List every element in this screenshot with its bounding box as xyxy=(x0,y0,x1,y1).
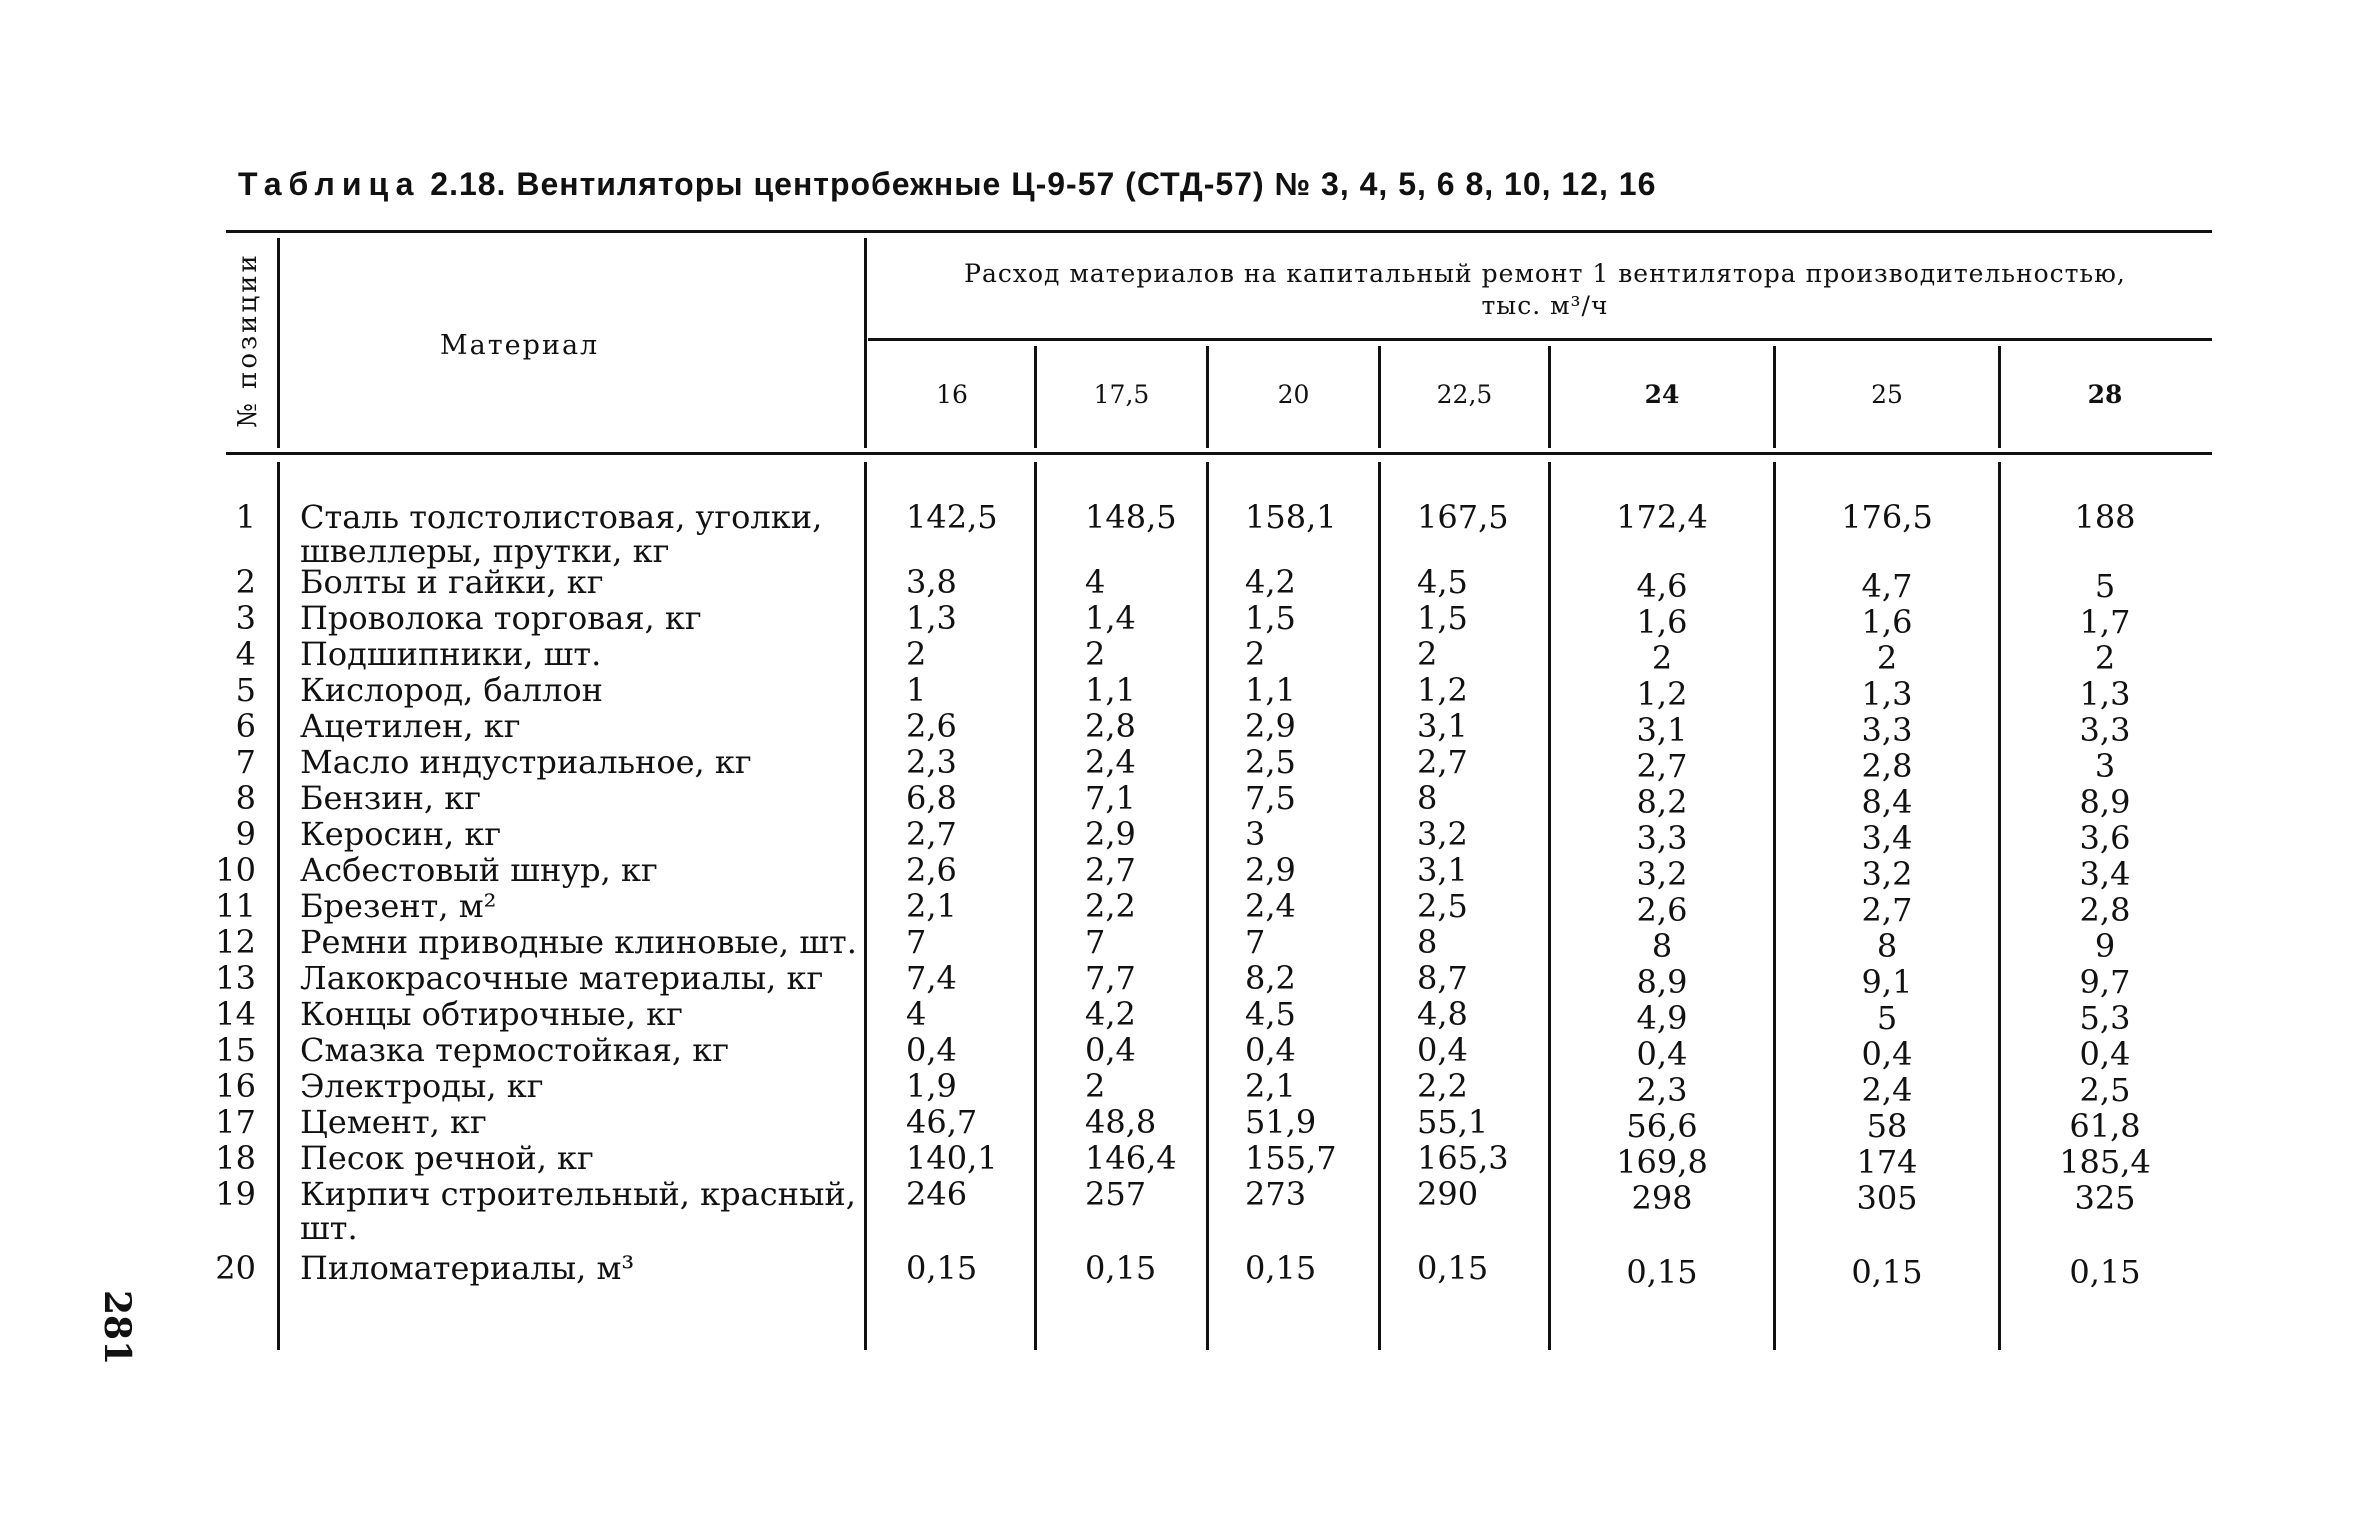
row-number: 6 xyxy=(235,707,256,745)
row-number: 19 xyxy=(215,1175,256,1213)
table-cell: 2,7 xyxy=(1085,851,1136,889)
table-cell: 7 xyxy=(1245,923,1266,961)
row-material: Ремни приводные клиновые, шт. xyxy=(300,923,857,961)
table-cell: 1,6 xyxy=(1861,603,1913,641)
table-cell: 8 xyxy=(1417,779,1438,817)
table-cell: 2,3 xyxy=(1636,1071,1688,1109)
row-number: 16 xyxy=(215,1067,256,1105)
row-material-continued: шт. xyxy=(300,1209,358,1247)
table-cell: 3 xyxy=(2094,747,2116,785)
table-cell: 8,9 xyxy=(2079,783,2131,821)
table-cell: 7,4 xyxy=(906,959,957,997)
table-cell: 2,9 xyxy=(1245,851,1296,889)
table-cell: 0,15 xyxy=(1626,1253,1698,1291)
table-cell: 3 xyxy=(1245,815,1266,853)
table-cell: 290 xyxy=(1417,1175,1479,1213)
body-divider-1 xyxy=(1034,462,1037,1350)
table-cell: 1,3 xyxy=(906,599,957,637)
table-cell: 1,4 xyxy=(1085,599,1136,637)
table-cell: 140,1 xyxy=(906,1139,998,1177)
table-cell: 172,4 xyxy=(1616,498,1708,536)
row-number: 18 xyxy=(215,1139,256,1177)
table-cell: 2,7 xyxy=(1636,747,1688,785)
table-cell: 1,1 xyxy=(1085,671,1136,709)
table-cell: 3,6 xyxy=(2079,819,2131,857)
table-cell: 1,7 xyxy=(2079,603,2131,641)
table-cell: 9,7 xyxy=(2079,963,2131,1001)
table-cell: 2,9 xyxy=(1085,815,1136,853)
table-cell: 0,4 xyxy=(2079,1035,2131,1073)
table-cell: 5,3 xyxy=(2079,999,2131,1037)
row-material: Проволока торговая, кг xyxy=(300,599,702,637)
position-header-label: № позиции xyxy=(233,252,263,428)
row-material: Масло индустриальное, кг xyxy=(300,743,752,781)
table-cell: 8,7 xyxy=(1417,959,1468,997)
table-title-text: 2.18. Вентиляторы центробежные Ц-9-57 (СТД-57) № 3, 4, 5, 6 8, 10, 12, 16 xyxy=(430,166,1657,202)
header-bottom-rule xyxy=(226,452,2212,455)
table-cell: 2,4 xyxy=(1085,743,1136,781)
row-number: 7 xyxy=(235,743,256,781)
row-number: 9 xyxy=(235,815,256,853)
table-cell: 46,7 xyxy=(906,1103,978,1141)
table-cell: 61,8 xyxy=(2069,1107,2141,1145)
table-cell: 51,9 xyxy=(1245,1103,1317,1141)
row-material: Песок речной, кг xyxy=(300,1139,594,1177)
table-cell: 1,2 xyxy=(1636,675,1688,713)
table-cell: 2,1 xyxy=(1245,1067,1296,1105)
table-cell: 2,5 xyxy=(1417,887,1468,925)
table-cell: 7,1 xyxy=(1085,779,1136,817)
table-cell: 2,4 xyxy=(1861,1071,1913,1109)
table-cell: 0,15 xyxy=(1417,1249,1489,1287)
table-cell: 2,3 xyxy=(906,743,957,781)
table-cell: 0,4 xyxy=(1085,1031,1136,1069)
table-cell: 305 xyxy=(1856,1179,1918,1217)
col-header-16: 16 xyxy=(936,380,968,409)
table-cell: 298 xyxy=(1631,1179,1693,1217)
col-divider-material xyxy=(864,238,867,448)
row-number: 14 xyxy=(215,995,256,1033)
consumption-group-header xyxy=(880,258,2210,322)
row-material: Кислород, баллон xyxy=(300,671,603,709)
table-cell: 0,15 xyxy=(906,1249,978,1287)
table-cell: 1,5 xyxy=(1417,599,1468,637)
row-number: 1 xyxy=(235,498,256,536)
table-cell: 273 xyxy=(1245,1175,1307,1213)
row-number: 15 xyxy=(215,1031,256,1069)
table-cell: 155,7 xyxy=(1245,1139,1337,1177)
table-cell: 7 xyxy=(906,923,927,961)
table-cell: 2,2 xyxy=(1417,1067,1468,1105)
col-divider-position xyxy=(277,238,280,448)
row-number: 4 xyxy=(235,635,256,673)
table-cell: 2,8 xyxy=(1085,707,1136,745)
group-header-line1: Расход материалов на капитальный ремонт 1 вентилятора производительностью, xyxy=(964,259,2126,288)
row-material: Бензин, кг xyxy=(300,779,481,817)
table-cell: 4,5 xyxy=(1245,995,1296,1033)
table-cell: 2,6 xyxy=(906,707,957,745)
table-cell: 3,1 xyxy=(1636,711,1688,749)
table-cell: 1,2 xyxy=(1417,671,1468,709)
body-divider-material xyxy=(864,462,867,1350)
table-cell: 185,4 xyxy=(2059,1143,2151,1181)
table-cell: 142,5 xyxy=(906,498,998,536)
table-cell: 4,2 xyxy=(1245,563,1296,601)
row-number: 12 xyxy=(215,923,256,961)
table-title xyxy=(238,166,1656,203)
row-material: Подшипники, шт. xyxy=(300,635,602,673)
table-cell: 2 xyxy=(1417,635,1438,673)
row-material-continued: швеллеры, прутки, кг xyxy=(300,532,670,570)
table-cell: 4,9 xyxy=(1636,999,1688,1037)
row-material: Кирпич строительный, красный, xyxy=(300,1175,856,1213)
table-cell: 8 xyxy=(1876,927,1898,965)
table-cell: 2 xyxy=(1651,639,1673,677)
row-material: Ацетилен, кг xyxy=(300,707,521,745)
material-column-header: Материал xyxy=(440,330,600,361)
row-number: 17 xyxy=(215,1103,256,1141)
table-cell: 0,4 xyxy=(1417,1031,1468,1069)
table-cell: 4,5 xyxy=(1417,563,1468,601)
table-cell: 3,1 xyxy=(1417,707,1468,745)
table-cell: 0,15 xyxy=(1085,1249,1157,1287)
table-cell: 246 xyxy=(906,1175,968,1213)
table-cell: 0,4 xyxy=(1636,1035,1688,1073)
table-cell: 0,4 xyxy=(906,1031,957,1069)
table-cell: 2,6 xyxy=(906,851,957,889)
table-cell: 8,2 xyxy=(1636,783,1688,821)
table-cell: 2,6 xyxy=(1636,891,1688,929)
table-cell: 148,5 xyxy=(1085,498,1177,536)
table-cell: 4 xyxy=(906,995,927,1033)
table-cell: 3,3 xyxy=(1861,711,1913,749)
table-cell: 1,3 xyxy=(2079,675,2131,713)
col-header-22-5: 22,5 xyxy=(1436,380,1493,409)
row-material: Смазка термостойкая, кг xyxy=(300,1031,730,1069)
table-cell: 0,15 xyxy=(2069,1253,2141,1291)
table-cell: 2,5 xyxy=(2079,1071,2131,1109)
table-cell: 4,2 xyxy=(1085,995,1136,1033)
table-cell: 2,7 xyxy=(1417,743,1468,781)
position-column-header xyxy=(224,240,272,440)
row-material: Болты и гайки, кг xyxy=(300,563,604,601)
col-header-17-5: 17,5 xyxy=(1093,380,1150,409)
table-cell: 7,5 xyxy=(1245,779,1296,817)
col-header-24: 24 xyxy=(1644,380,1680,409)
table-cell: 3,2 xyxy=(1861,855,1913,893)
table-title-lead: Таблица xyxy=(238,166,421,202)
row-material: Сталь толстолистовая, уголки, xyxy=(300,498,823,536)
table-cell: 2,2 xyxy=(1085,887,1136,925)
table-cell: 1,1 xyxy=(1245,671,1296,709)
table-cell: 0,4 xyxy=(1245,1031,1296,1069)
table-cell: 8,9 xyxy=(1636,963,1688,1001)
table-cell: 4,8 xyxy=(1417,995,1468,1033)
row-number: 2 xyxy=(235,563,256,601)
table-cell: 1,3 xyxy=(1861,675,1913,713)
page-number: 281 xyxy=(96,1290,138,1366)
table-cell: 8 xyxy=(1417,923,1438,961)
table-cell: 3,3 xyxy=(1636,819,1688,857)
group-header-line2: тыс. м³/ч xyxy=(1481,291,1609,320)
row-number: 13 xyxy=(215,959,256,997)
row-material: Цемент, кг xyxy=(300,1103,487,1141)
row-material: Брезент, м² xyxy=(300,887,497,925)
table-cell: 9,1 xyxy=(1861,963,1913,1001)
col-header-20: 20 xyxy=(1277,380,1310,409)
table-cell: 3,2 xyxy=(1636,855,1688,893)
table-cell: 3,4 xyxy=(1861,819,1913,857)
table-cell: 2 xyxy=(1245,635,1266,673)
table-cell: 158,1 xyxy=(1245,498,1337,536)
table-cell: 6,8 xyxy=(906,779,957,817)
table-cell: 188 xyxy=(2074,498,2136,536)
table-cell: 55,1 xyxy=(1417,1103,1489,1141)
table-top-rule xyxy=(226,230,2212,233)
table-cell: 3,2 xyxy=(1417,815,1468,853)
table-cell: 169,8 xyxy=(1616,1143,1708,1181)
table-cell: 167,5 xyxy=(1417,498,1509,536)
table-cell: 2,1 xyxy=(906,887,957,925)
table-cell: 3,3 xyxy=(2079,711,2131,749)
table-cell: 58 xyxy=(1866,1107,1908,1145)
table-cell: 2,8 xyxy=(1861,747,1913,785)
table-cell: 4,7 xyxy=(1861,567,1913,605)
table-cell: 176,5 xyxy=(1841,498,1933,536)
table-cell: 257 xyxy=(1085,1175,1147,1213)
table-cell: 2 xyxy=(1876,639,1898,677)
table-cell: 2 xyxy=(1085,635,1106,673)
table-cell: 2,4 xyxy=(1245,887,1296,925)
row-material: Электроды, кг xyxy=(300,1067,544,1105)
table-cell: 8 xyxy=(1651,927,1673,965)
table-cell: 1 xyxy=(906,671,927,709)
table-cell: 2,5 xyxy=(1245,743,1296,781)
row-number: 20 xyxy=(215,1249,256,1287)
table-cell: 2,9 xyxy=(1245,707,1296,745)
row-number: 11 xyxy=(215,887,256,925)
table-cell: 9 xyxy=(2094,927,2116,965)
row-material: Асбестовый шнур, кг xyxy=(300,851,658,889)
row-number: 8 xyxy=(235,779,256,817)
table-cell: 1,5 xyxy=(1245,599,1296,637)
row-number: 10 xyxy=(215,851,256,889)
table-cell: 2 xyxy=(2094,639,2116,677)
table-cell: 0,15 xyxy=(1245,1249,1317,1287)
table-cell: 3,4 xyxy=(2079,855,2131,893)
table-cell: 7,7 xyxy=(1085,959,1136,997)
col-header-25: 25 xyxy=(1871,380,1903,409)
table-cell: 2,7 xyxy=(1861,891,1913,929)
table-cell: 56,6 xyxy=(1626,1107,1698,1145)
table-cell: 4 xyxy=(1085,563,1106,601)
table-cell: 146,4 xyxy=(1085,1139,1177,1177)
table-cell: 4,6 xyxy=(1636,567,1688,605)
table-cell: 325 xyxy=(2074,1179,2136,1217)
table-cell: 5 xyxy=(2094,567,2116,605)
table-cell: 2 xyxy=(1085,1067,1106,1105)
table-cell: 0,4 xyxy=(1861,1035,1913,1073)
table-cell: 8,4 xyxy=(1861,783,1913,821)
body-divider-position xyxy=(277,462,280,1350)
table-cell: 165,3 xyxy=(1417,1139,1509,1177)
table-cell: 3,8 xyxy=(906,563,957,601)
table-cell: 48,8 xyxy=(1085,1103,1157,1141)
row-material: Концы обтирочные, кг xyxy=(300,995,683,1033)
table-cell: 7 xyxy=(1085,923,1106,961)
col-header-28: 28 xyxy=(2087,380,2123,409)
table-cell: 0,15 xyxy=(1851,1253,1923,1291)
group-header-rule xyxy=(868,338,2212,341)
table-cell: 1,6 xyxy=(1636,603,1688,641)
row-number: 3 xyxy=(235,599,256,637)
table-cell: 3,1 xyxy=(1417,851,1468,889)
table-cell: 2,7 xyxy=(906,815,957,853)
table-cell: 1,9 xyxy=(906,1067,957,1105)
row-material: Керосин, кг xyxy=(300,815,502,853)
table-cell: 2,8 xyxy=(2079,891,2131,929)
table-cell: 174 xyxy=(1856,1143,1918,1181)
row-material: Лакокрасочные материалы, кг xyxy=(300,959,824,997)
row-material: Пиломатериалы, м³ xyxy=(300,1249,635,1287)
table-cell: 5 xyxy=(1876,999,1898,1037)
body-divider-3 xyxy=(1378,462,1381,1350)
row-number: 5 xyxy=(235,671,256,709)
table-cell: 2 xyxy=(906,635,927,673)
table-cell: 8,2 xyxy=(1245,959,1296,997)
